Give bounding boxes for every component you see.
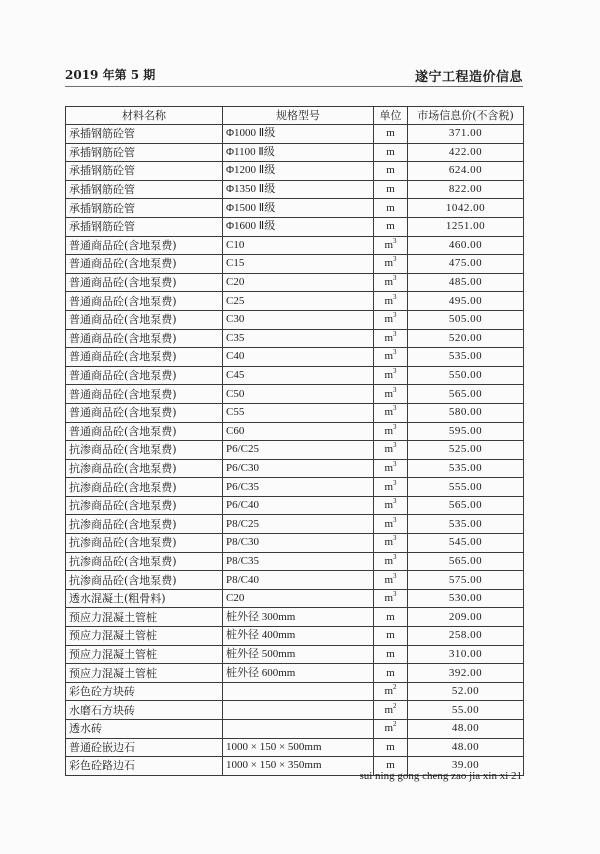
cell-material-name: 普通商品砼(含地泵费) <box>66 329 223 348</box>
unit-exponent: 3 <box>393 274 397 283</box>
cell-unit <box>374 422 408 441</box>
unit-base: m <box>384 499 394 512</box>
unit-exponent: 2 <box>393 701 397 710</box>
cell-unit <box>374 403 408 422</box>
cell-price: 624.00 <box>408 162 524 181</box>
cell-unit <box>374 738 408 757</box>
table-row <box>66 496 524 515</box>
cell-material-name: 普通商品砼(含地泵费) <box>66 403 223 422</box>
unit-exponent: 3 <box>393 515 397 524</box>
unit-base: m <box>386 220 395 233</box>
page-footer: sui ning gong cheng zao jia xin xi 21 <box>359 770 522 782</box>
cell-spec: Φ1000 Ⅱ级 <box>223 125 374 144</box>
unit-exponent: 2 <box>393 720 397 729</box>
cell-unit <box>374 478 408 497</box>
unit-base: m <box>386 629 395 642</box>
unit-exponent: 3 <box>393 534 397 543</box>
cell-spec: C15 <box>223 255 374 274</box>
unit-exponent: 3 <box>393 255 397 264</box>
unit-base: m <box>384 536 394 549</box>
cell-material-name: 抗渗商品砼(含地泵费) <box>66 441 223 460</box>
unit-base: m <box>384 424 394 437</box>
cell-spec <box>223 720 374 739</box>
table-row <box>66 478 524 497</box>
cell-unit <box>374 348 408 367</box>
cell-price: 310.00 <box>408 645 524 664</box>
cell-price: 392.00 <box>408 664 524 683</box>
cell-unit <box>374 515 408 534</box>
unit-exponent: 2 <box>393 683 397 692</box>
cell-spec: Φ1200 Ⅱ级 <box>223 162 374 181</box>
unit-base: m <box>384 294 394 307</box>
unit-base: m <box>384 276 394 289</box>
unit-base: m <box>386 666 395 679</box>
cell-material-name: 抗渗商品砼(含地泵费) <box>66 571 223 590</box>
cell-material-name: 抗渗商品砼(含地泵费) <box>66 496 223 515</box>
table-row <box>66 236 524 255</box>
cell-price: 535.00 <box>408 515 524 534</box>
cell-unit <box>374 366 408 385</box>
unit-exponent: 3 <box>393 404 397 413</box>
table-row <box>66 348 524 367</box>
cell-price: 520.00 <box>408 329 524 348</box>
unit-exponent: 3 <box>393 329 397 338</box>
cell-unit <box>374 608 408 627</box>
table-row <box>66 217 524 236</box>
cell-spec: C55 <box>223 403 374 422</box>
cell-unit <box>374 180 408 199</box>
cell-price: 822.00 <box>408 180 524 199</box>
cell-price: 595.00 <box>408 422 524 441</box>
cell-spec: C25 <box>223 292 374 311</box>
cell-material-name: 透水砖 <box>66 720 223 739</box>
column-header-spec: 规格型号 <box>223 107 374 125</box>
unit-base: m <box>384 480 394 493</box>
table-row <box>66 180 524 199</box>
table-row <box>66 515 524 534</box>
unit-base: m <box>384 331 394 344</box>
price-table <box>65 106 524 776</box>
cell-price: 55.00 <box>408 701 524 720</box>
cell-material-name: 普通商品砼(含地泵费) <box>66 310 223 329</box>
cell-material-name: 承插钢筋砼管 <box>66 125 223 144</box>
unit-exponent: 3 <box>393 311 397 320</box>
cell-spec <box>223 701 374 720</box>
cell-material-name: 普通商品砼(含地泵费) <box>66 422 223 441</box>
unit-exponent: 3 <box>393 441 397 450</box>
cell-material-name: 普通商品砼(含地泵费) <box>66 385 223 404</box>
cell-unit <box>374 385 408 404</box>
cell-material-name: 承插钢筋砼管 <box>66 180 223 199</box>
cell-spec: C60 <box>223 422 374 441</box>
unit-base: m <box>384 257 394 270</box>
table-row <box>66 459 524 478</box>
unit-base: m <box>386 740 395 753</box>
cell-price: 1251.00 <box>408 217 524 236</box>
cell-price: 550.00 <box>408 366 524 385</box>
cell-spec: P6/C30 <box>223 459 374 478</box>
cell-material-name: 抗渗商品砼(含地泵费) <box>66 515 223 534</box>
cell-material-name: 彩色砼方块砖 <box>66 682 223 701</box>
unit-base: m <box>384 369 394 382</box>
cell-unit <box>374 236 408 255</box>
cell-spec: C30 <box>223 310 374 329</box>
cell-spec: P8/C30 <box>223 534 374 553</box>
column-header-name: 材料名称 <box>66 107 223 125</box>
cell-unit <box>374 143 408 162</box>
unit-base: m <box>384 313 394 326</box>
cell-price: 39.00 <box>408 757 524 776</box>
table-row <box>66 552 524 571</box>
cell-material-name: 预应力混凝土管桩 <box>66 645 223 664</box>
unit-base: m <box>384 350 394 363</box>
cell-unit <box>374 292 408 311</box>
cell-material-name: 承插钢筋砼管 <box>66 217 223 236</box>
cell-unit <box>374 496 408 515</box>
cell-spec: Φ1600 Ⅱ级 <box>223 217 374 236</box>
issue-label: 2019 年第 5 期 <box>65 68 156 82</box>
unit-exponent: 3 <box>393 571 397 580</box>
cell-spec: C40 <box>223 348 374 367</box>
cell-unit <box>374 701 408 720</box>
cell-spec: 1000 × 150 × 350mm <box>223 757 374 776</box>
cell-spec: 1000 × 150 × 500mm <box>223 738 374 757</box>
table-row <box>66 255 524 274</box>
cell-material-name: 普通商品砼(含地泵费) <box>66 292 223 311</box>
cell-price: 460.00 <box>408 236 524 255</box>
table-row <box>66 682 524 701</box>
unit-base: m <box>384 573 394 586</box>
cell-material-name: 承插钢筋砼管 <box>66 199 223 218</box>
cell-spec: 桩外径 400mm <box>223 627 374 646</box>
unit-base: m <box>384 703 394 716</box>
cell-price: 209.00 <box>408 608 524 627</box>
cell-material-name: 抗渗商品砼(含地泵费) <box>66 534 223 553</box>
unit-base: m <box>384 443 394 456</box>
table-row <box>66 162 524 181</box>
cell-unit <box>374 199 408 218</box>
cell-spec: P8/C35 <box>223 552 374 571</box>
cell-spec: C10 <box>223 236 374 255</box>
cell-material-name: 承插钢筋砼管 <box>66 162 223 181</box>
unit-base: m <box>384 517 394 530</box>
cell-unit <box>374 310 408 329</box>
journal-title: 遂宁工程造价信息 <box>414 70 523 85</box>
table-row <box>66 534 524 553</box>
unit-base: m <box>386 145 395 158</box>
cell-spec: C20 <box>223 589 374 608</box>
cell-material-name: 透水混凝土(粗骨料) <box>66 589 223 608</box>
cell-spec: Φ1350 Ⅱ级 <box>223 180 374 199</box>
unit-base: m <box>384 554 394 567</box>
cell-unit <box>374 162 408 181</box>
unit-exponent: 3 <box>393 422 397 431</box>
cell-unit <box>374 534 408 553</box>
cell-price: 565.00 <box>408 552 524 571</box>
table-row <box>66 701 524 720</box>
unit-exponent: 3 <box>393 292 397 301</box>
cell-spec: Φ1100 Ⅱ级 <box>223 143 374 162</box>
cell-unit <box>374 627 408 646</box>
cell-price: 565.00 <box>408 385 524 404</box>
cell-spec: P8/C40 <box>223 571 374 590</box>
unit-base: m <box>386 183 395 196</box>
table-row <box>66 645 524 664</box>
unit-base: m <box>384 592 394 605</box>
page-header <box>65 66 523 87</box>
cell-spec: 桩外径 300mm <box>223 608 374 627</box>
unit-base: m <box>386 647 395 660</box>
cell-unit <box>374 329 408 348</box>
cell-spec: C35 <box>223 329 374 348</box>
unit-base: m <box>384 685 394 698</box>
table-row <box>66 292 524 311</box>
cell-unit <box>374 125 408 144</box>
unit-base: m <box>386 127 395 140</box>
unit-base: m <box>386 610 395 623</box>
cell-spec: C20 <box>223 273 374 292</box>
cell-price: 555.00 <box>408 478 524 497</box>
table-row <box>66 720 524 739</box>
table-row <box>66 664 524 683</box>
unit-exponent: 3 <box>393 459 397 468</box>
unit-exponent: 3 <box>393 478 397 487</box>
unit-base: m <box>386 759 395 772</box>
cell-spec: P6/C35 <box>223 478 374 497</box>
unit-exponent: 3 <box>393 590 397 599</box>
cell-material-name: 普通商品砼(含地泵费) <box>66 255 223 274</box>
table-body <box>66 125 524 776</box>
cell-price: 258.00 <box>408 627 524 646</box>
unit-base: m <box>384 387 394 400</box>
cell-spec: C50 <box>223 385 374 404</box>
cell-unit <box>374 217 408 236</box>
cell-material-name: 普通砼嵌边石 <box>66 738 223 757</box>
cell-material-name: 预应力混凝土管桩 <box>66 664 223 683</box>
cell-material-name: 普通商品砼(含地泵费) <box>66 236 223 255</box>
cell-unit <box>374 589 408 608</box>
table-row <box>66 310 524 329</box>
cell-price: 422.00 <box>408 143 524 162</box>
cell-unit <box>374 255 408 274</box>
cell-price: 535.00 <box>408 348 524 367</box>
unit-base: m <box>384 722 394 735</box>
cell-unit <box>374 459 408 478</box>
cell-material-name: 抗渗商品砼(含地泵费) <box>66 459 223 478</box>
table-row <box>66 403 524 422</box>
unit-exponent: 3 <box>393 385 397 394</box>
cell-price: 485.00 <box>408 273 524 292</box>
cell-material-name: 抗渗商品砼(含地泵费) <box>66 478 223 497</box>
table-row <box>66 441 524 460</box>
cell-price: 475.00 <box>408 255 524 274</box>
cell-material-name: 预应力混凝土管桩 <box>66 608 223 627</box>
table-row <box>66 738 524 757</box>
unit-base: m <box>386 164 395 177</box>
cell-price: 535.00 <box>408 459 524 478</box>
cell-unit <box>374 571 408 590</box>
unit-base: m <box>384 406 394 419</box>
table-row <box>66 589 524 608</box>
table-row <box>66 199 524 218</box>
cell-price: 530.00 <box>408 589 524 608</box>
column-header-price: 市场信息价(不含税) <box>408 107 524 125</box>
cell-spec: P6/C25 <box>223 441 374 460</box>
cell-unit <box>374 552 408 571</box>
table-row <box>66 366 524 385</box>
table-row <box>66 143 524 162</box>
unit-exponent: 3 <box>393 367 397 376</box>
cell-price: 1042.00 <box>408 199 524 218</box>
cell-spec: 桩外径 600mm <box>223 664 374 683</box>
cell-material-name: 水磨石方块砖 <box>66 701 223 720</box>
cell-unit <box>374 645 408 664</box>
cell-spec: C45 <box>223 366 374 385</box>
cell-material-name: 普通商品砼(含地泵费) <box>66 366 223 385</box>
table-row <box>66 125 524 144</box>
unit-exponent: 3 <box>393 497 397 506</box>
cell-price: 52.00 <box>408 682 524 701</box>
cell-spec: P6/C40 <box>223 496 374 515</box>
unit-exponent: 3 <box>393 552 397 561</box>
table-row <box>66 627 524 646</box>
unit-exponent: 3 <box>393 236 397 245</box>
cell-material-name: 普通商品砼(含地泵费) <box>66 348 223 367</box>
cell-price: 545.00 <box>408 534 524 553</box>
unit-base: m <box>386 201 395 214</box>
unit-base: m <box>384 238 394 251</box>
cell-unit <box>374 441 408 460</box>
column-header-unit: 单位 <box>374 107 408 125</box>
cell-unit <box>374 664 408 683</box>
cell-price: 48.00 <box>408 738 524 757</box>
cell-spec: Φ1500 Ⅱ级 <box>223 199 374 218</box>
table-row <box>66 273 524 292</box>
cell-spec <box>223 682 374 701</box>
cell-unit <box>374 720 408 739</box>
cell-price: 580.00 <box>408 403 524 422</box>
cell-material-name: 普通商品砼(含地泵费) <box>66 273 223 292</box>
cell-unit <box>374 273 408 292</box>
cell-price: 575.00 <box>408 571 524 590</box>
cell-price: 371.00 <box>408 125 524 144</box>
cell-spec: 桩外径 500mm <box>223 645 374 664</box>
unit-exponent: 3 <box>393 348 397 357</box>
cell-material-name: 预应力混凝土管桩 <box>66 627 223 646</box>
cell-unit <box>374 682 408 701</box>
cell-price: 565.00 <box>408 496 524 515</box>
table-row <box>66 385 524 404</box>
table-row <box>66 608 524 627</box>
cell-material-name: 抗渗商品砼(含地泵费) <box>66 552 223 571</box>
unit-base: m <box>384 461 394 474</box>
cell-spec: P8/C25 <box>223 515 374 534</box>
table-header-row <box>66 107 524 125</box>
cell-price: 495.00 <box>408 292 524 311</box>
table-row <box>66 422 524 441</box>
cell-price: 48.00 <box>408 720 524 739</box>
cell-price: 505.00 <box>408 310 524 329</box>
cell-price: 525.00 <box>408 441 524 460</box>
cell-material-name: 承插钢筋砼管 <box>66 143 223 162</box>
cell-material-name: 彩色砼路边石 <box>66 757 223 776</box>
table-row <box>66 571 524 590</box>
table-row <box>66 329 524 348</box>
